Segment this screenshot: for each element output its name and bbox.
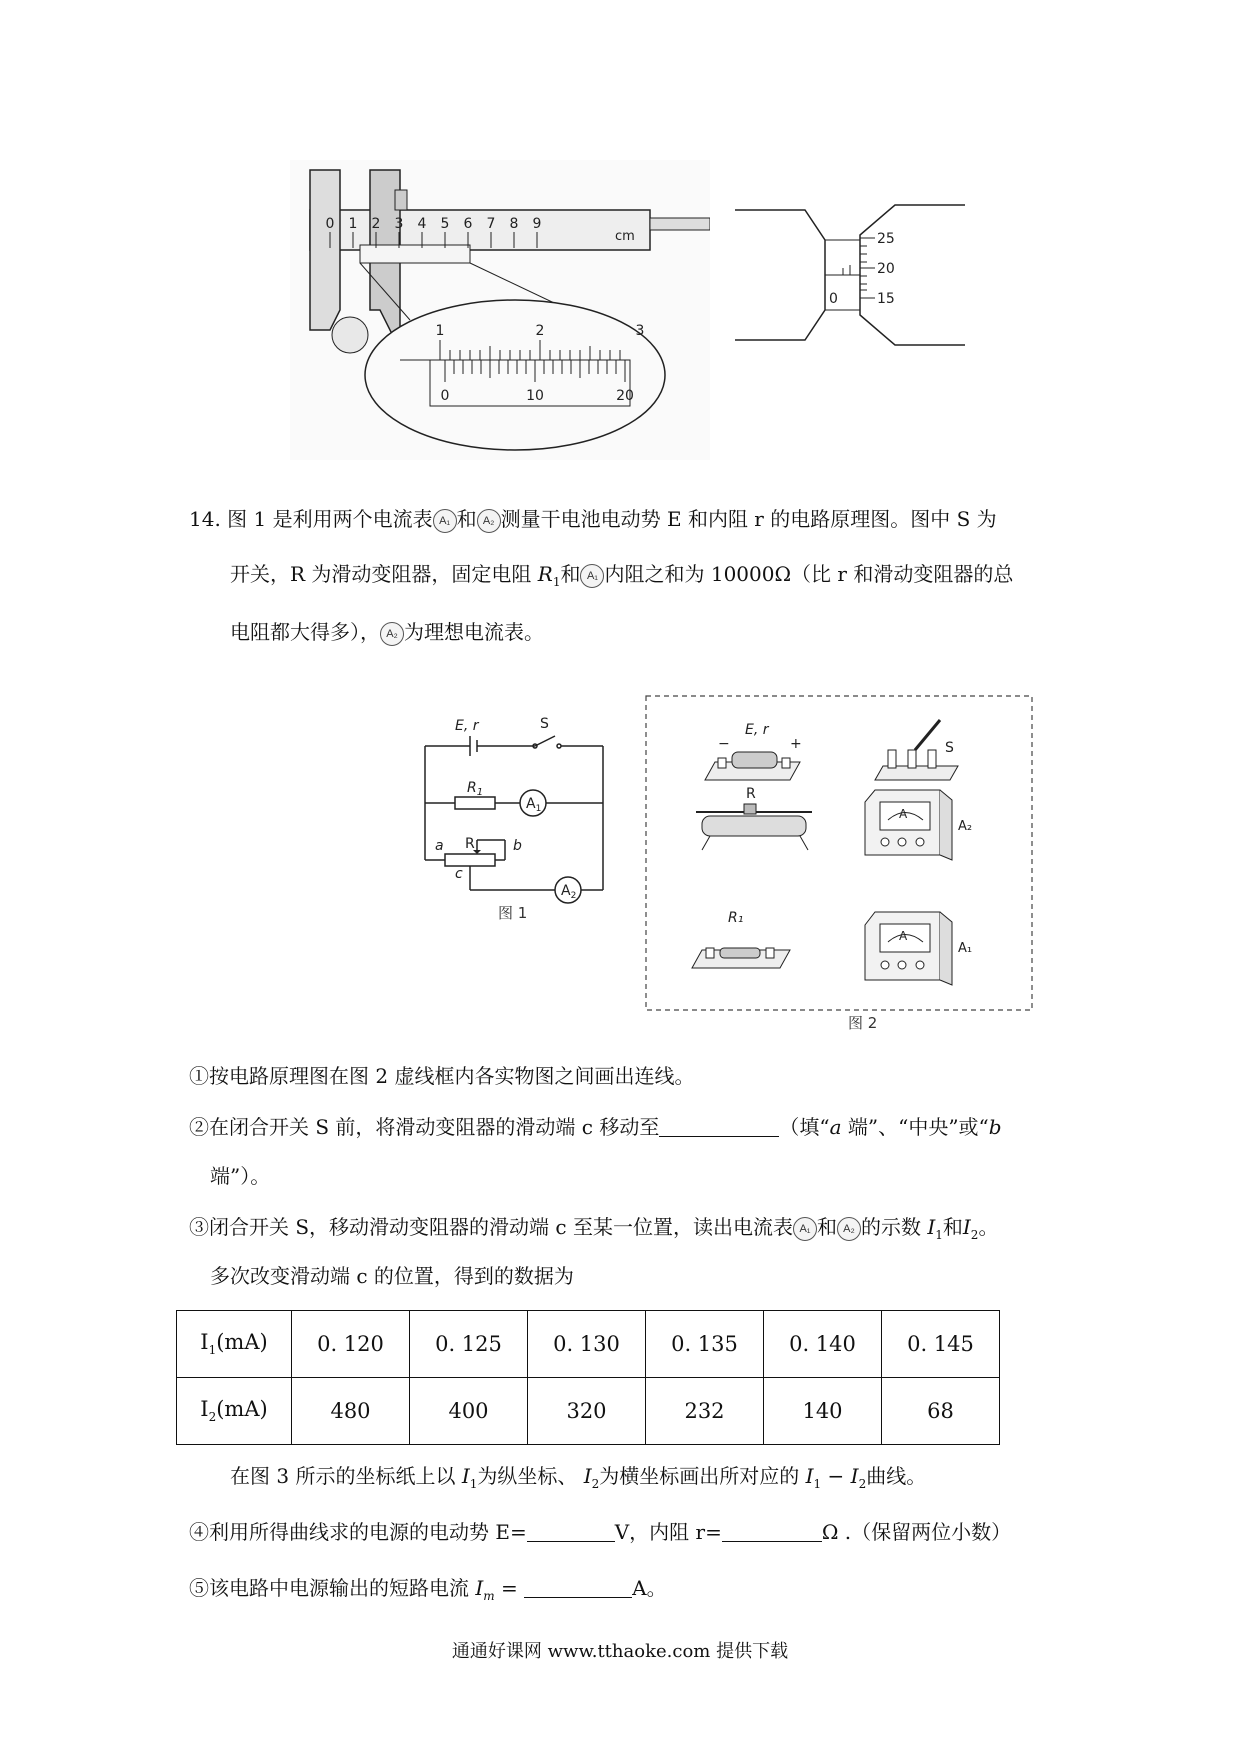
- table-cell: 232: [646, 1378, 764, 1445]
- plot-instruction: 在图 3 所示的坐标纸上以 $I_1$为纵坐标、 $I_2$为横坐标画出所对应的 $I_1 - I_2$曲线。: [230, 1464, 927, 1491]
- fig2-battery-label: E, r: [745, 722, 769, 738]
- fig1-rheostat-label: R: [465, 836, 475, 852]
- ammeter-a1-icon: [865, 912, 952, 985]
- thimble-15: 15: [877, 291, 895, 307]
- table-cell: 0. 130: [528, 1311, 646, 1378]
- item-5: ⑤该电路中电源输出的短路电流 $I_m = A$。: [189, 1576, 667, 1603]
- row-header-i2: $I_2(mA)$: [177, 1378, 292, 1445]
- fig2-meter-face-a2: A: [899, 807, 908, 821]
- table-cell: 480: [292, 1378, 410, 1445]
- fig2-switch-label: S: [945, 740, 954, 756]
- table-cell: 320: [528, 1378, 646, 1445]
- zoom-vernier-10: 10: [526, 388, 544, 404]
- item-2-line-1: ②在闭合开关 S 前，将滑动变阻器的滑动端 c 移动至 （填“a 端”、“中央”或“b: [189, 1115, 1002, 1139]
- main-scale-5: 5: [440, 216, 450, 232]
- q14-line-2: 开关，R 为滑动变阻器，固定电阻 $R_1$和 A₁ 内阻之和为 10000Ω（比 r 和滑动变阻器的总: [230, 562, 1014, 589]
- q14-number: 14.: [189, 507, 221, 531]
- ammeter-a2-icon: A₂: [477, 509, 501, 533]
- ammeter-a2-icon: A₂: [837, 1217, 861, 1241]
- thimble-20: 20: [877, 261, 895, 277]
- item-3-line-1: ③闭合开关 S，移动滑动变阻器的滑动端 c 至某一位置，读出电流表 A₁ 和 A₂ 的示数 $I_1$和$I_2$。: [189, 1215, 999, 1242]
- figure-2-caption: 图 2: [848, 1014, 878, 1032]
- caliper-unit: cm: [615, 229, 635, 244]
- q14-line-1: 14. 图 1 是利用两个电流表 A₁ 和 A₂ 测量干电池电动势 E 和内阻 r 的电路原理图。图中 S 为: [189, 507, 997, 531]
- fig1-r1-label: $R_1$: [467, 780, 484, 798]
- table-cell: 400: [410, 1378, 528, 1445]
- main-scale-4: 4: [417, 216, 427, 232]
- main-scale-3: 3: [394, 216, 404, 232]
- table-cell: 0. 120: [292, 1311, 410, 1378]
- fig1-c-label: c: [455, 866, 463, 882]
- fig2-meter-face-a1: A: [899, 929, 908, 943]
- figure-1-caption: 图 1: [498, 904, 528, 922]
- ammeter-a2-icon: A₂: [380, 622, 404, 646]
- zoom-main-1: 1: [435, 323, 445, 339]
- row-header-i1: $I_1(mA)$: [177, 1311, 292, 1378]
- rheostat-icon: [696, 804, 812, 850]
- fig1-b-label: b: [513, 838, 522, 854]
- ammeter-a1-icon: A₁: [580, 564, 604, 588]
- table-cell: 0. 135: [646, 1311, 764, 1378]
- figure-2-apparatus: [640, 690, 1040, 1020]
- table-cell: 0. 145: [882, 1311, 1000, 1378]
- data-table: [176, 1310, 1000, 1445]
- answer-blank-short-circuit-current[interactable]: [524, 1575, 632, 1598]
- zoom-vernier-0: 0: [440, 388, 450, 404]
- fig1-a1-label: $A_1$: [526, 796, 542, 814]
- fig1-switch-label: S: [540, 716, 549, 732]
- q14-line-3: 电阻都大得多）， A₂ 为理想电流表。: [230, 620, 544, 644]
- main-scale-0: 0: [325, 216, 335, 232]
- table-cell: 0. 125: [410, 1311, 528, 1378]
- fig2-minus: −: [718, 736, 730, 752]
- ammeter-a1-icon: A₁: [793, 1217, 817, 1241]
- main-scale-8: 8: [509, 216, 519, 232]
- zoom-main-2: 2: [535, 323, 545, 339]
- thimble-25: 25: [877, 231, 895, 247]
- fig2-a1-label: A₁: [958, 941, 973, 956]
- battery-board-icon: [705, 752, 800, 780]
- sleeve-zero: 0: [829, 291, 838, 307]
- table-row: [177, 1311, 1000, 1378]
- vernier-caliper-figure: [290, 160, 710, 460]
- answer-blank-internal-resistance[interactable]: [722, 1519, 822, 1542]
- answer-blank-emf[interactable]: [527, 1519, 615, 1542]
- item-3-line-2: 多次改变滑动端 c 的位置，得到的数据为: [210, 1264, 574, 1288]
- fig2-rheostat-label: R: [746, 786, 756, 802]
- ammeter-a2-icon: [865, 790, 952, 860]
- ammeter-a1-icon: A₁: [433, 509, 457, 533]
- table-cell: 68: [882, 1378, 1000, 1445]
- micrometer-figure: [735, 200, 965, 360]
- main-scale-1: 1: [348, 216, 358, 232]
- fig2-a2-label: A₂: [958, 819, 973, 834]
- fig1-a2-label: $A_2$: [561, 883, 577, 901]
- figure-1-circuit: [415, 710, 625, 920]
- item-2-line-2: 端”）。: [210, 1164, 271, 1188]
- main-scale-2: 2: [371, 216, 381, 232]
- main-scale-6: 6: [463, 216, 473, 232]
- item-1: ①按电路原理图在图 2 虚线框内各实物图之间画出连线。: [189, 1064, 695, 1088]
- zoom-vernier-20: 20: [616, 388, 634, 404]
- table-cell: 140: [764, 1378, 882, 1445]
- zoom-main-3: 3: [635, 323, 645, 339]
- main-scale-7: 7: [486, 216, 496, 232]
- answer-blank-slider-position[interactable]: [659, 1114, 779, 1137]
- table-cell: 0. 140: [764, 1311, 882, 1378]
- main-scale-9: 9: [532, 216, 542, 232]
- fig2-r1-label: R₁: [728, 910, 744, 926]
- fig2-plus: +: [790, 736, 802, 752]
- fig1-a-label: a: [435, 838, 444, 854]
- page-footer: 通通好课网 www.tthaoke.com 提供下载: [451, 1641, 789, 1662]
- table-row: [177, 1378, 1000, 1445]
- fig1-battery-label: E, r: [455, 718, 479, 734]
- resistor-r1-icon: [692, 948, 790, 968]
- item-4: ④利用所得曲线求的电源的电动势 E= V，内阻 r= Ω .（保留两位小数）: [189, 1520, 1012, 1544]
